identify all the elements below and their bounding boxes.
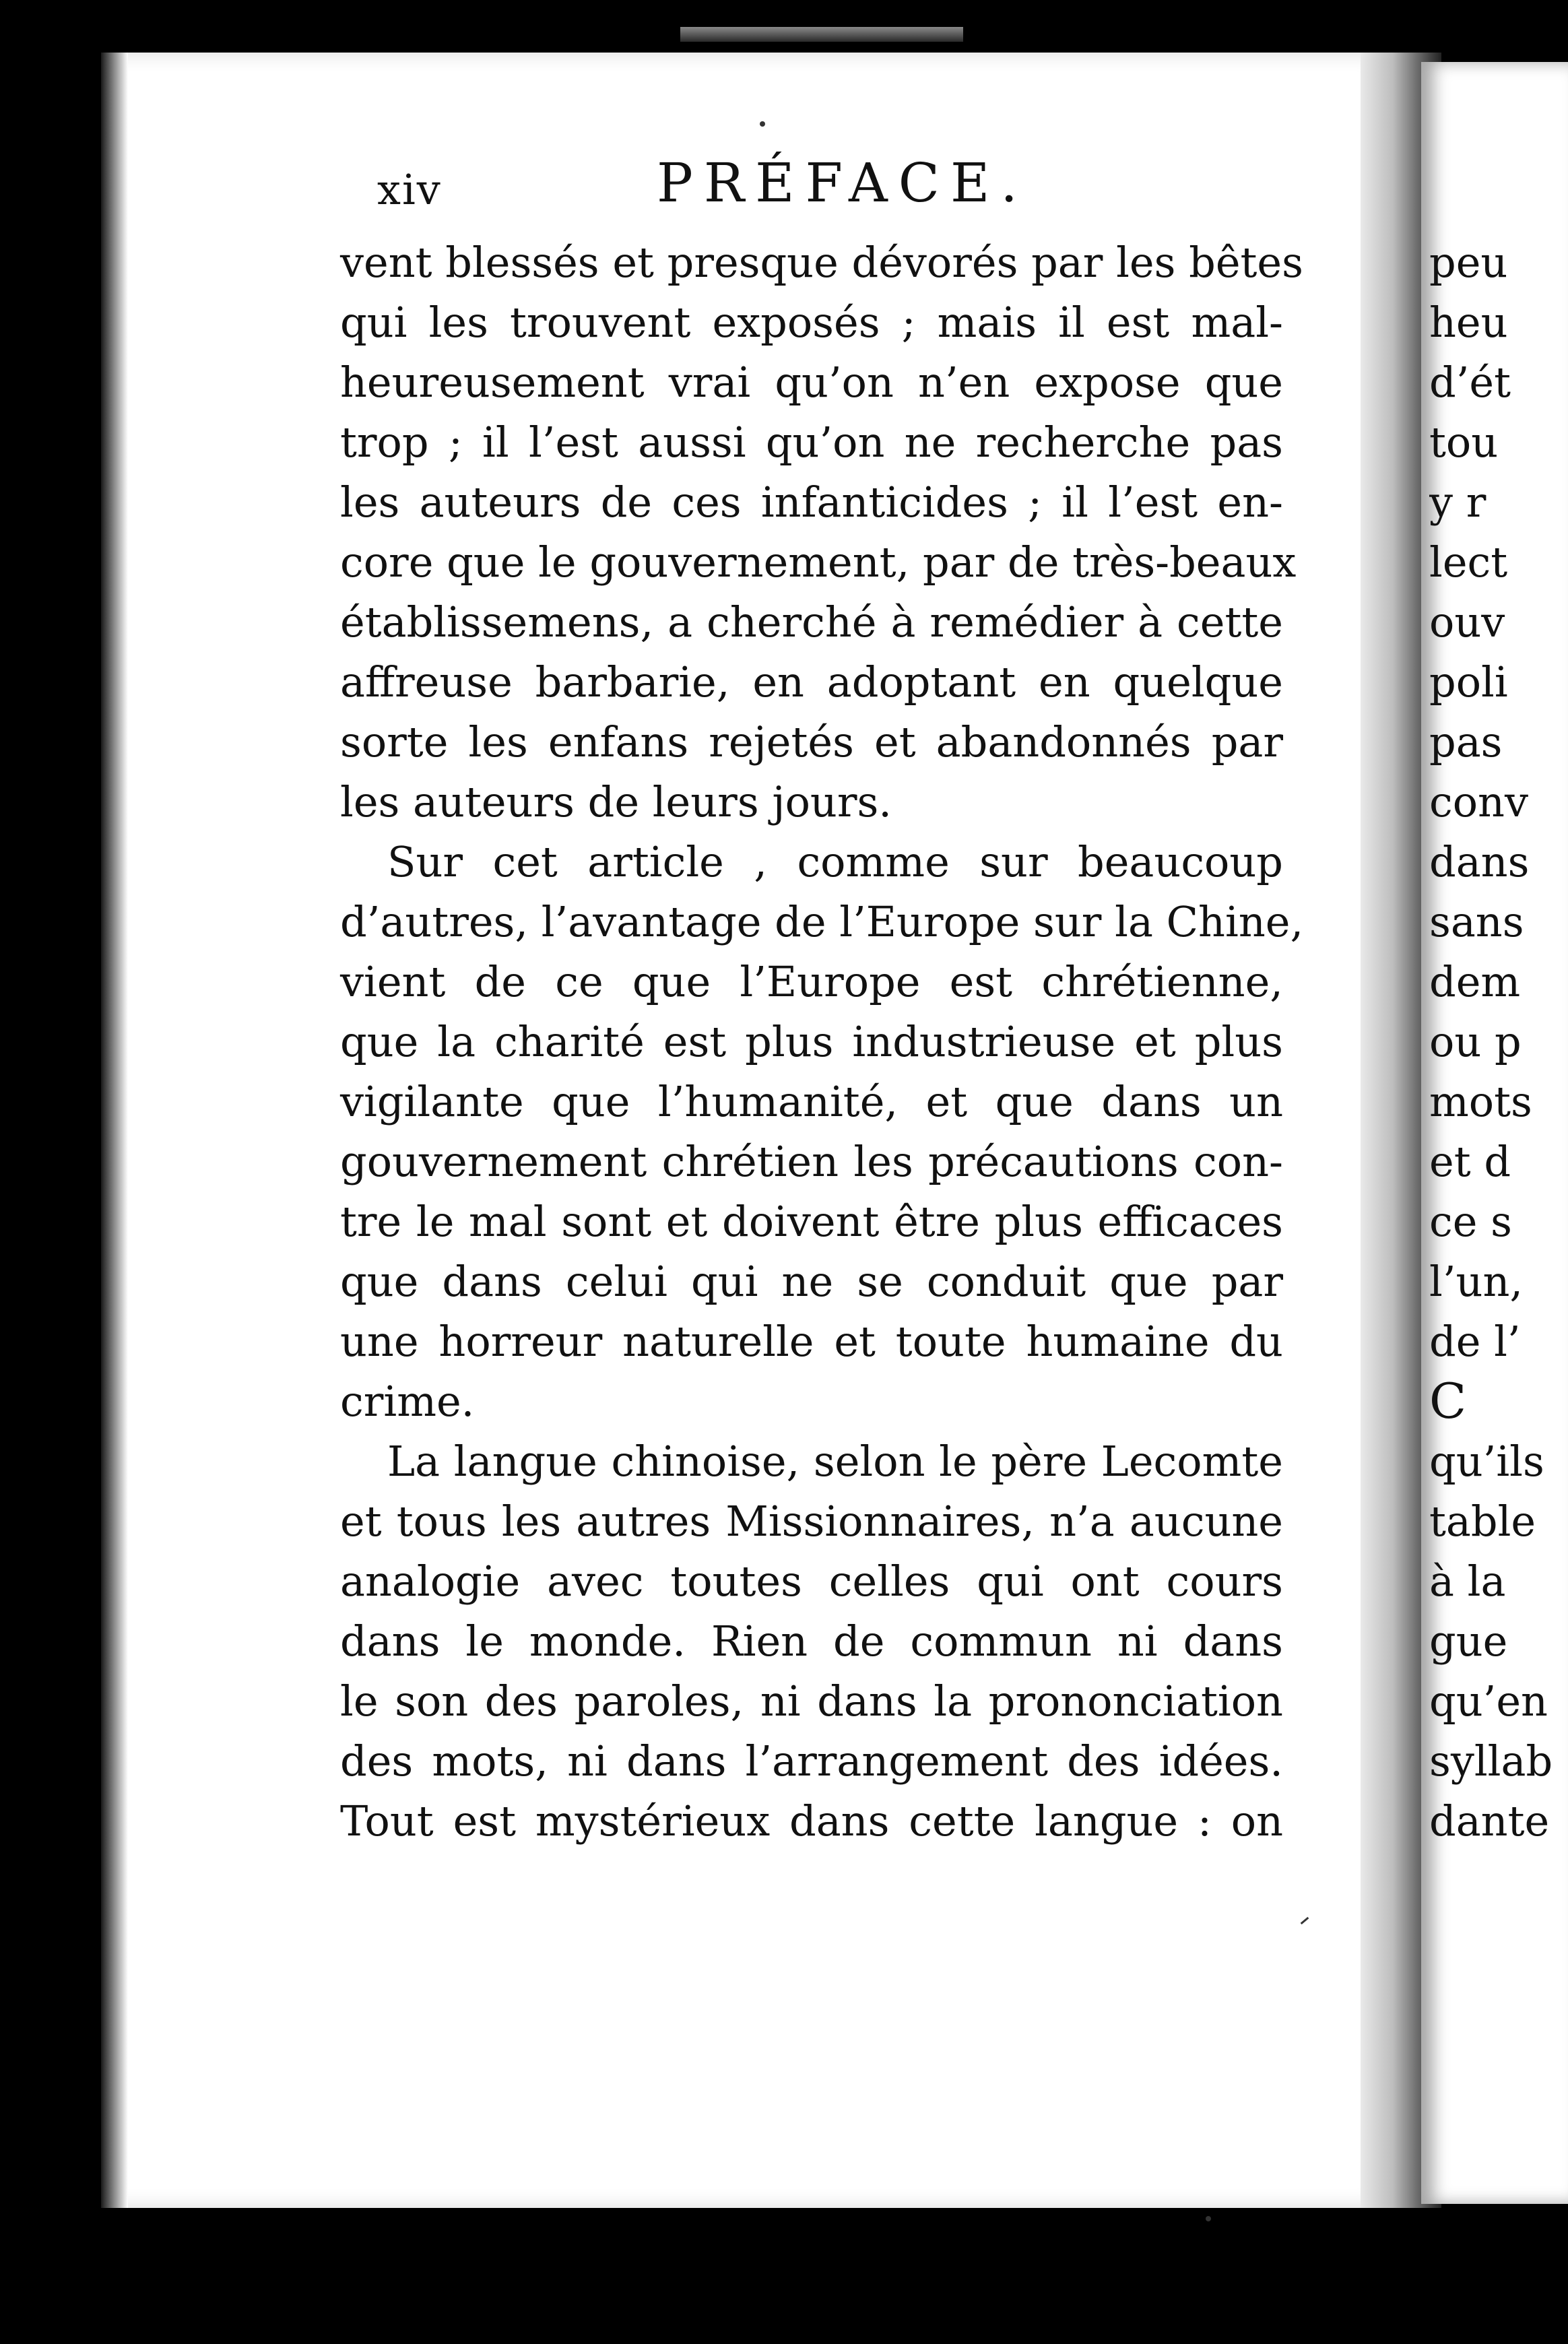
text-line-fragment: lect xyxy=(1429,538,1508,587)
text-line-fragment: sans xyxy=(1429,897,1524,946)
text-line-fragment: y r xyxy=(1429,478,1487,527)
text-line: analogie avec toutes celles qui ont cours xyxy=(340,1557,1283,1606)
text-line: les auteurs de ces infanticides ; il l’est en- xyxy=(340,478,1283,527)
text-line: heureusement vrai qu’on n’en expose que xyxy=(340,358,1283,407)
text-line-fragment: gue xyxy=(1429,1617,1508,1666)
text-line-fragment: et d xyxy=(1429,1137,1511,1186)
text-line-fragment: dans xyxy=(1429,837,1530,886)
page-header xyxy=(377,152,1091,226)
text-line: et tous les autres Missionnaires, n’a aucune xyxy=(340,1497,1283,1546)
text-line: crime. xyxy=(340,1377,475,1426)
text-line-fragment: C xyxy=(1429,1373,1467,1429)
text-line-fragment: dem xyxy=(1429,957,1521,1006)
text-line-fragment: qu’en xyxy=(1429,1676,1548,1726)
running-title: PRÉFACE. xyxy=(657,152,1028,214)
text-line: gouvernement chrétien les précautions con- xyxy=(340,1137,1283,1186)
text-line: dans le monde. Rien de commun ni dans xyxy=(340,1617,1283,1666)
text-line: tre le mal sont et doivent être plus efficaces xyxy=(340,1197,1283,1246)
scan-speck xyxy=(760,121,765,127)
text-line: des mots, ni dans l’arrangement des idées. xyxy=(340,1736,1283,1786)
text-line: d’autres, l’avantage de l’Europe sur la Chine, xyxy=(340,897,1304,946)
text-line-fragment: syllab xyxy=(1429,1736,1553,1786)
text-line: affreuse barbarie, en adoptant en quelque xyxy=(340,657,1283,707)
text-line: Tout est mystérieux dans cette langue : on xyxy=(340,1796,1283,1846)
text-line-fragment: l’un, xyxy=(1429,1257,1524,1306)
text-line-fragment: heu xyxy=(1429,298,1508,347)
text-line-fragment: de l’ xyxy=(1429,1317,1521,1366)
text-line-fragment: conv xyxy=(1429,777,1529,826)
text-line: les auteurs de leurs jours. xyxy=(340,777,892,826)
text-line-fragment: à la xyxy=(1429,1557,1506,1606)
right-page-body-fragment xyxy=(1429,232,1568,1851)
text-line-fragment: qu’ils xyxy=(1429,1437,1544,1486)
adjacent-leaf-edge xyxy=(680,27,963,42)
text-line: trop ; il l’est aussi qu’on ne recherche pas xyxy=(340,418,1283,467)
left-page-body xyxy=(340,232,1304,1851)
text-line: vient de ce que l’Europe est chrétienne, xyxy=(340,957,1283,1006)
text-line-fragment: ce s xyxy=(1429,1197,1512,1246)
text-line: vigilante que l’humanité, et que dans un xyxy=(340,1077,1283,1126)
text-line-fragment: peu xyxy=(1429,238,1508,287)
text-line-fragment: pas xyxy=(1429,717,1503,767)
text-line-fragment: dante xyxy=(1429,1796,1550,1846)
text-line: vent blessés et presque dévorés par les bêtes xyxy=(340,238,1303,287)
text-line-fragment: ou p xyxy=(1429,1017,1522,1066)
text-line: le son des paroles, ni dans la prononciation xyxy=(340,1676,1283,1726)
text-line-fragment: mots xyxy=(1429,1077,1532,1126)
text-line-fragment: ouv xyxy=(1429,597,1505,647)
text-line: établissemens, a cherché à remédier à cette xyxy=(340,597,1283,647)
text-line: une horreur naturelle et toute humaine du xyxy=(340,1317,1283,1366)
text-line: core que le gouvernement, par de très-beaux xyxy=(340,538,1297,587)
text-line: qui les trouvent exposés ; mais il est mal- xyxy=(340,298,1283,347)
text-line-fragment: d’ét xyxy=(1429,358,1511,407)
text-line: que la charité est plus industrieuse et plus xyxy=(340,1017,1283,1066)
scan-speck xyxy=(1206,2216,1211,2221)
text-line: La langue chinoise, selon le père Lecomte xyxy=(387,1437,1283,1486)
text-line-fragment: tou xyxy=(1429,418,1499,467)
page-number: xiv xyxy=(377,165,442,214)
text-line: sorte les enfans rejetés et abandonnés par xyxy=(340,717,1283,767)
text-line: Sur cet article , comme sur beaucoup xyxy=(387,837,1283,886)
text-line-fragment: table xyxy=(1429,1497,1536,1546)
text-line-fragment: poli xyxy=(1429,657,1508,707)
text-line: que dans celui qui ne se conduit que par xyxy=(340,1257,1283,1306)
